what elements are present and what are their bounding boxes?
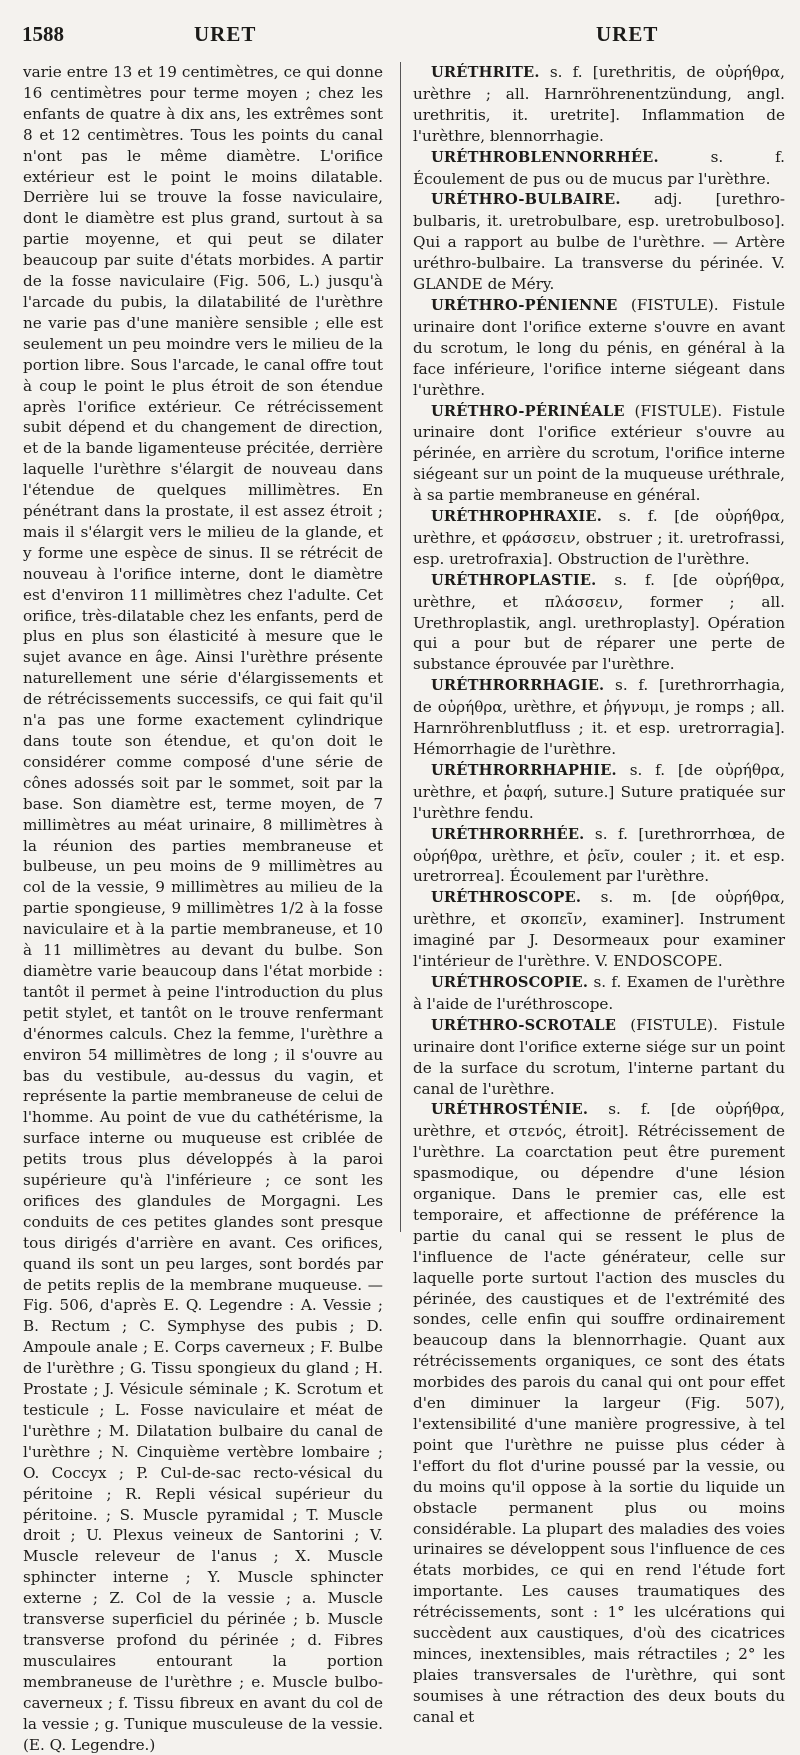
left-running-head: URET — [194, 22, 257, 46]
entry-urethroblennorrhee — [413, 147, 785, 190]
entry-body: adj. [urethro-bulbaris, it. uretrobulbare, esp. uretrobulboso]. Qui a rapport au bulbe de l'urèthre. — Artère uréthro-bulbaire. La transverse du périnée. V. GLANDE de Méry. — [413, 190, 785, 294]
headword: URÉTHRO-BULBAIRE. — [431, 191, 621, 209]
entry-body: s. f. [de οὐρήθρα, urèthre, et στενός, étroit]. Rétrécissement de l'urèthre. La coarctation peut être purement spasmodique, ou dépendre d'une lésion organique. Dans le premier cas, elle est temporaire, et affectionne de préférence la partie du canal qui se ressent le plus de l'influence de l'acte générateur, celle sur laquelle porte surtout l'action des muscles du périnée, des caustiques et de l'extrémité des sondes, celle enfin qui souffre ordinairement beaucoup dans la blennorrhagie. Quant aux rétrécissements organiques, ce sont des états morbides des parois du canal qui ont pour effet d'en diminuer la largeur (Fig. 507), l'extensibilité d'une manière progressive, à tel point que l'urèthre ne puisse plus céder à l'effort du flot d'urine poussé par la vessie, ou du moins qu'il oppose à la sortie du liquide un obstacle permanent plus ou moins considérable. La plupart des maladies des voies urinaires se développent sous l'influence de ces états morbides, ce qui en rend l'étude fort importante. Les causes traumatiques des rétrécissements, sont : 1° les ulcérations qui succèdent aux caustiques, d'où des cicatrices minces, inextensibles, mais rétractiles ; 2° les plaies transversales de l'urèthre, qui sont soumises à une rétraction des deux bouts du canal et — [413, 1100, 785, 1726]
entry-urethro-perineale — [413, 401, 785, 507]
entry-body: (FISTULE). Fistule urinaire dont l'orifice externe siége sur un point de la surface du scrotum, l'interne partant du canal de l'urèthre. — [413, 1015, 785, 1098]
entry-body: s. f. Examen de l'urèthre à l'aide de l'uréthroscope. — [413, 972, 785, 1013]
left-column — [23, 62, 383, 1755]
entry-urethro-penienne — [413, 295, 785, 401]
entry-urethroplastie — [413, 570, 785, 676]
entry-body: (FISTULE). Fistule urinaire dont l'orifice extérieur s'ouvre au périnée, en arrière du scrotum, l'orifice interne siégeant sur un point de la muqueuse uréthrale, à sa partie membraneuse en général. — [413, 401, 785, 505]
left-column-text: varie entre 13 et 19 centimètres, ce qui donne 16 centimètres pour terme moyen ; chez les enfants de quatre à dix ans, les extrêmes sont 8 et 12 centimètres. Tous les points du canal n'ont pas le même diamètre. L'orifice extérieur est le point le moins dilatable. Derrière lui se trouve la fosse naviculaire, dont le diamètre est plus grand, surtout à sa partie moyenne, et qui peut se dilater beaucoup par suite d'états morbides. A partir de la fosse naviculaire (Fig. 506, L.) jusqu'à l'arcade du pubis, la dilatabilité de l'urèthre ne varie pas d'une manière sensible ; elle est seulement un peu moindre vers le milieu de la portion libre. Sous l'arcade, le canal offre tout à coup le point le plus étroit de son étendue après l'orifice extérieur. Ce rétrécissement subit dépend et du changement de direction, et de la bande ligamenteuse précitée, derrière laquelle l'urèthre s'élargit de nouveau dans l'étendue de quelques millimètres. En pénétrant dans la prostate, il est assez étroit ; mais il s'élargit vers le milieu de la glande, et y forme une espèce de sinus. Il se rétrécit de nouveau à l'orifice interne, dont le diamètre est d'environ 11 millimètres chez l'adulte. Cet orifice, très-dilatable chez les enfants, perd de plus en plus son élasticité à mesure que le sujet avance en âge. Ainsi l'urèthre présente naturellement une série d'élargissements et de rétrécissements successifs, ce qui fait qu'il n'a pas une forme exactement cylindrique dans toute son étendue, et qu'on doit le considérer comme composé d'une série de cônes adossés soit par le sommet, soit par la base. Son diamètre est, terme moyen, de 7 millimètres au méat urinaire, 8 millimètres à la réunion des parties membraneuse et bulbeuse, un peu moins de 9 millimètres au col de la vessie, 9 millimètres au milieu de la partie spongieuse, 9 millimètres 1/2 à la fosse naviculaire et à la partie membraneuse, et 10 à 11 millimètres au devant du bulbe. Son diamètre varie beaucoup dans l'état morbide : tantôt il permet à peine l'introduction du plus petit stylet, et tantôt on le trouve renfermant d'énormes calculs. Chez la femme, l'urèthre a environ 54 millimètres de long ; il s'ouvre au bas du vestibule, au-dessus du vagin, et représente la partie membraneuse de celui de l'homme. Au point de vue du cathétérisme, la surface interne ou muqueuse est criblée de petits trous plus développés à la paroi supérieure qu'à l'inférieure ; ce sont les orifices des glandules de Morgagni. Les conduits de ces petites glandes sont presque tous dirigés d'arrière en avant. Ces orifices, quand ils sont un peu larges, sont bordés par de petits replis de la membrane muqueuse. — Fig. 506, d'après E. Q. Legendre : A. Vessie ; B. Rectum ; C. Symphyse des pubis ; D. Ampoule anale ; E. Corps caverneux ; F. Bulbe de l'urèthre ; G. Tissu spongieux du gland ; H. Prostate ; J. Vésicule séminale ; K. Scrotum et testicule ; L. Fosse naviculaire et méat de l'urèthre ; M. Dilatation bulbaire du canal de l'urèthre ; N. Cinquième vertèbre lombaire ; O. Coccyx ; P. Cul-de-sac recto-vésical du péritoine ; R. Repli vésical supérieur du péritoine. ; S. Muscle pyramidal ; T. Muscle droit ; U. Plexus veineux de Santorini ; V. Muscle releveur de l'anus ; X. Muscle sphincter interne ; Y. Muscle sphincter externe ; Z. Col de la vessie ; a. Muscle transverse superficiel du périnée ; b. Muscle transverse profond du périnée ; d. Fibres musculaires entourant la portion membraneuse de l'urèthre ; e. Muscle bulbo-caverneux ; f. Tissu fibreux en avant du col de la vessie ; g. Tunique musculeuse de la vessie. (E. Q. Legendre.) — [23, 63, 383, 1754]
headword: URÉTHROSCOPIE. — [431, 973, 589, 991]
entry-urethrite — [413, 62, 785, 147]
entry-body: s. f. [urethrorrhagia, de οὐρήθρα, urèthre, et ῥήγνυμι, je romps ; all. Harnröhrenblutfluss ; it. et esp. uretrorragia]. Hémorrhagie de l'urèthre. — [413, 676, 785, 758]
entry-urethrorrhagie — [413, 675, 785, 760]
headword: URÉTHRORRHAPHIE. — [431, 761, 617, 779]
headword: URÉTHRORRHÉE. — [431, 825, 585, 843]
entry-urethro-bulbaire — [413, 189, 785, 295]
headword: URÉTHROPHRAXIE. — [431, 508, 603, 526]
entry-body: s. f. [urethritis, de οὐρήθρα, urèthre ; all. Harnröhrenentzündung, angl. urethritis, it. uretrite]. Inflammation de l'urèthre, blennorrhagie. — [413, 63, 785, 145]
entry-body: s. f. [urethrorrhœa, de οὐρήθρα, urèthre, et ῥεῖν, couler ; it. et esp. uretrorrea]. Écoulement par l'urèthre. — [413, 824, 785, 886]
entry-urethroscope — [413, 887, 785, 972]
entry-body: (FISTULE). Fistule urinaire dont l'orifice externe s'ouvre en avant du scrotum, le long du pénis, en général à la face inférieure, l'orifice interne siégeant dans l'urèthre. — [413, 295, 785, 399]
headword: URÉTHROBLENNORRHÉE. — [431, 148, 659, 166]
entry-urethrophraxie — [413, 506, 785, 570]
entry-body: s. f. Écoulement de pus ou de mucus par l'urèthre. — [413, 147, 785, 188]
headword: URÉTHRORRHAGIE. — [431, 677, 605, 695]
page-number: 1588 — [22, 22, 64, 46]
entry-urethrostenie — [413, 1099, 785, 1727]
right-column — [413, 62, 785, 1728]
entry-urethrorrhaphie — [413, 760, 785, 824]
running-header — [22, 14, 790, 54]
headword: URÉTHRITE. — [431, 64, 540, 81]
headword: URÉTHROPLASTIE. — [431, 571, 597, 589]
entry-body: s. f. [de οὐρήθρα, urèthre, et ῥαφή, suture.] Suture pratiquée sur l'urèthre fendu. — [413, 760, 785, 822]
entry-urethro-scrotale — [413, 1015, 785, 1100]
entry-body: s. f. [de οὐρήθρα, urèthre, et φράσσειν, obstruer ; it. uretrofrassi, esp. uretrofraxia]. Obstruction de l'urèthre. — [413, 507, 785, 568]
headword: URÉTHRO-PÉRINÉALE — [431, 402, 625, 420]
headword: URÉTHRO-PÉNIENNE — [431, 296, 618, 314]
entry-body: s. f. [de οὐρήθρα, urèthre, et πλάσσειν, former ; all. Urethroplastik, angl. urethroplasty]. Opération qui a pour but de réparer une perte de substance éprouvée par l'urèthre. — [413, 570, 785, 674]
entry-body: s. m. [de οὐρήθρα, urèthre, et σκοπεῖν, examiner]. Instrument imaginé par J. Desormeaux pour examiner l'intérieur de l'urèthre. V. ENDOSCOPE. — [413, 888, 785, 971]
entry-urethrorrhee — [413, 824, 785, 888]
headword: URÉTHROSTÉNIE. — [431, 1101, 589, 1119]
headword: URÉTHRO-SCROTALE — [431, 1016, 617, 1034]
headword: URÉTHROSCOPE. — [431, 889, 582, 907]
entry-urethroscopie — [413, 972, 785, 1015]
right-running-head: URET — [596, 22, 659, 46]
column-separator — [400, 62, 401, 1232]
